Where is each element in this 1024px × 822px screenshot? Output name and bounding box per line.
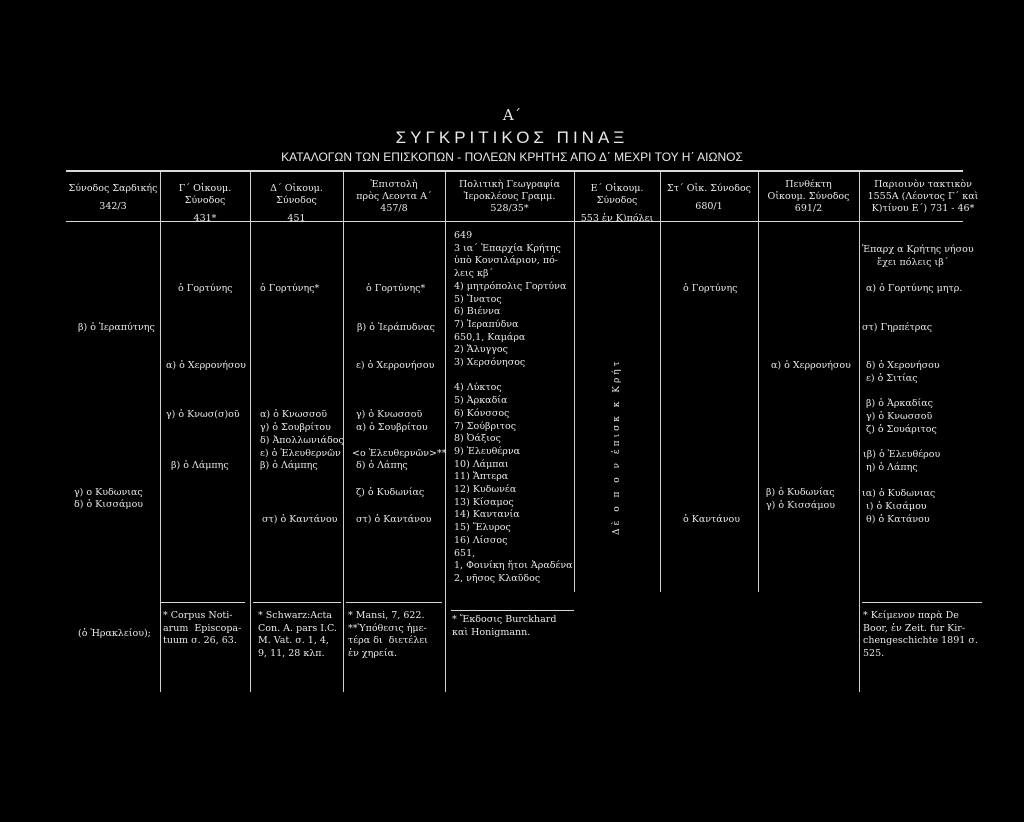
column-divider — [859, 172, 860, 692]
table-cell: γ) ὁ Σουβρίτου — [260, 422, 331, 433]
table-cell: ἔχει πόλεις ιβ΄ — [877, 257, 949, 268]
footnote-rule-5 — [862, 602, 982, 603]
footnote-burckhard: * Ἔκδοσις Burckhard καὶ Honigmann. — [452, 614, 557, 638]
table-cell: α) ὁ Χερρονήσου — [771, 360, 851, 371]
header-line: Στ΄ Οἰκ. Σύνοδος — [667, 183, 751, 194]
table-cell: β) ὁ Ἱεραπύτνης — [78, 322, 155, 333]
table-cell: α) ὁ Χερρονήσου — [166, 360, 246, 371]
header-line: 680/1 — [695, 201, 723, 212]
header-line: Ε΄ Οἰκουμ. Σύνοδος — [590, 183, 644, 206]
header-line: πρὸς Λεοντα Α΄ — [356, 191, 432, 202]
table-cell: α) ὁ Σουβρίτου — [356, 422, 428, 433]
header-line: Ἱεροκλέους Γραμμ. — [463, 191, 556, 202]
header-epistle — [343, 179, 445, 215]
table-cell: ζ) ὁ Κυδωνίας — [356, 487, 425, 498]
table-cell: ια) ὁ Κυδωνιας — [862, 488, 936, 499]
table-cell: δ) ὁ Λάπης — [356, 460, 408, 471]
table-cell: β) ὁ Ἱεράπυδνας — [357, 322, 435, 333]
table-subtitle: ΚΑΤΑΛΟΓΩΝ ΤΩΝ ΕΠΙΣΚΟΠΩΝ - ΠΟΛΕΩΝ ΚΡΗΤΗΣ ΑΠΟ Δ΄ ΜΕΧΡΙ ΤΟΥ Η΄ ΑΙΩΝΟΣ — [281, 150, 743, 164]
table-cell: ιβ) ὁ Ἐλευθέρου — [863, 449, 941, 460]
title-letter: Α΄ — [502, 106, 522, 124]
header-line: Σύνοδος Σαρδικής — [68, 183, 158, 194]
header-line: Κ)τίνου Ε΄) 731 - 46* — [871, 203, 975, 214]
header-line: 1555Α (Λέοντος Γ΄ καὶ — [867, 191, 979, 202]
table-cell: ε) ὁ Χερρονήσου — [356, 360, 435, 371]
table-cell: η) ὁ Λάπης — [866, 462, 918, 473]
table-cell: β) ὁ Κυδωνίας — [766, 487, 835, 498]
table-cell: γ) ὁ Κνωσ(σ)οῦ — [166, 409, 240, 420]
hierocles-list: 649 3 ια΄ Ἐπαρχία Κρήτης ὑπὸ Κονσιλάριον, πό- λεις κβ΄ 4) μητρόπολις Γορτύνα 5) Ἴνατος 6) Βιέννα 7) Ἱεραπύδνα 650,1, Καμάρα 2) Ἄλυγγος 3) Χερσόνησος 4) Λύκτος 5) Ἀρκαδία 6) Κόνσσος 7) Σούβριτος 8) Ὀάξιος 9) Ἐλευθέρνα 10) Λάμπαι 11) Ἄπτερα 12) Κυδωνέα 13) Κίσαμος 14) Καντανία 15) Ἔλυρος 16) Λίσσος 651, 1, Φοινίκη ἤτοι Ἀραδένα 2, νῆσος Κλαῦδος — [454, 230, 573, 584]
footnote-rule-1 — [160, 602, 245, 603]
header-line: Οἰκουμ. Σύνοδος — [767, 191, 850, 202]
header-council-6 — [660, 183, 758, 213]
table-cell: <ο Ἐλευθερνῶν>** — [352, 448, 447, 459]
table-cell: ὁ Γορτύνης* — [260, 283, 320, 294]
header-line: 342/3 — [99, 201, 127, 212]
footnote-rule-2 — [253, 602, 341, 603]
header-line: Ἐπιστολὴ — [370, 179, 418, 190]
header-line: Γ΄ Οἰκουμ. Σύνοδος — [178, 183, 232, 206]
table-cell: β) ὁ Λάμπης — [260, 460, 318, 471]
table-cell: στ) ὁ Καντάνου — [262, 514, 338, 525]
header-council-4 — [250, 183, 343, 225]
table-cell: δ) ὁ Χερονήσου — [866, 360, 940, 371]
table-cell: β) ὁ Ἀρκαδίας — [866, 398, 933, 409]
table-cell: Ἐπαρχ α Κρήτης νήσου — [862, 244, 974, 255]
table-cell: ε) ὁ Σιτίας — [866, 373, 918, 384]
footnote-corpus: * Corpus Noti- arum Episcopa- tuum σ. 26, 63. — [163, 610, 242, 646]
table-cell: δ) Ἀπολλωνιάδος — [260, 435, 344, 446]
table-cell: γ) ὁ Κνωσσοῦ — [866, 411, 933, 422]
footnote-deboor: * Κείμενον παρὰ De Boor, ἐν Zeit. fur Kir- chengeschichte 1891 σ. 525. — [863, 610, 978, 659]
header-line: 528/35* — [490, 203, 529, 214]
footnote-mansi: * Mansi, 7, 622. **Ὑπόθεσις ἡμε- τέρα δι διετέλει ἐν χηρεία. — [348, 610, 428, 659]
header-line: Πενθέκτη — [785, 179, 832, 190]
header-line: 553 ἐν Κ)πόλει — [580, 213, 654, 224]
footnote-heraklion: (ὁ Ἡρακλείου); — [78, 628, 151, 639]
table-cell: δ) ὁ Κισσάμου — [74, 499, 144, 510]
table-cell: ζ) ὁ Σουάριτος — [866, 424, 937, 435]
table-cell: ι) ὁ Κισάμου — [866, 501, 927, 512]
table-cell: γ) ο Κυδωνιας — [74, 487, 143, 498]
table-cell: γ) ὁ Κνωσσοῦ — [356, 409, 423, 420]
table-title: ΣΥΓΚΡΙΤΙΚΟΣ ΠΙΝΑΞ — [395, 128, 629, 147]
header-line: Δ΄ Οἰκουμ. Σύνοδος — [270, 183, 323, 206]
header-council-5 — [574, 183, 660, 225]
column-divider — [574, 172, 575, 592]
table-cell: ὁ Γορτύνης* — [366, 283, 426, 294]
header-line: 431* — [193, 213, 217, 224]
table-cell: ὁ Γορτύνης — [683, 283, 738, 294]
header-line: 457/8 — [380, 203, 408, 214]
footnote-schwarz: * Schwarz:Acta Con. A. pars I.C. M. Vat. σ. 1, 4, 9, 11, 28 κλπ. — [258, 610, 337, 659]
header-sardica — [66, 183, 160, 213]
header-taktikon — [859, 179, 987, 215]
table-cell: ὁ Γορτύνης — [178, 283, 233, 294]
header-line: Πολιτικὴ Γεωγραφία — [458, 179, 561, 190]
table-cell: στ) Γηρπέτρας — [862, 322, 933, 333]
table-cell: ὁ Καντάνου — [683, 514, 740, 525]
vertical-note: Δὲ ο π ο ν ἐπισκ κ Κρήτ — [612, 358, 622, 535]
column-divider — [250, 172, 251, 692]
header-top-rule — [66, 170, 963, 172]
table-cell: στ) ὁ Καντάνου — [356, 514, 432, 525]
table-cell: α) ὁ Κνωσσοῦ — [260, 409, 327, 420]
column-divider — [660, 172, 661, 592]
table-cell: γ) ὁ Κισσάμου — [766, 500, 836, 511]
header-hierocles — [445, 179, 574, 215]
table-cell: α) ὁ Γορτύνης μητρ. — [866, 283, 963, 294]
header-line: Παριοινὸν τακτικὸν — [874, 179, 972, 190]
header-line: 691/2 — [794, 203, 823, 214]
header-line: 451 — [287, 213, 306, 224]
table-cell: θ) ὁ Κατάνου — [866, 514, 930, 525]
column-divider — [343, 172, 344, 692]
column-divider — [758, 172, 759, 592]
header-council-3 — [160, 183, 250, 225]
header-quinisext — [758, 179, 859, 215]
footnote-rule-4 — [451, 610, 574, 611]
column-divider — [445, 172, 446, 692]
column-divider — [160, 172, 161, 692]
table-cell: β) ὁ Λάμπης — [171, 460, 229, 471]
table-cell: ε) ὁ Ἐλευθερνῶν — [260, 448, 341, 459]
footnote-rule-3 — [346, 602, 442, 603]
